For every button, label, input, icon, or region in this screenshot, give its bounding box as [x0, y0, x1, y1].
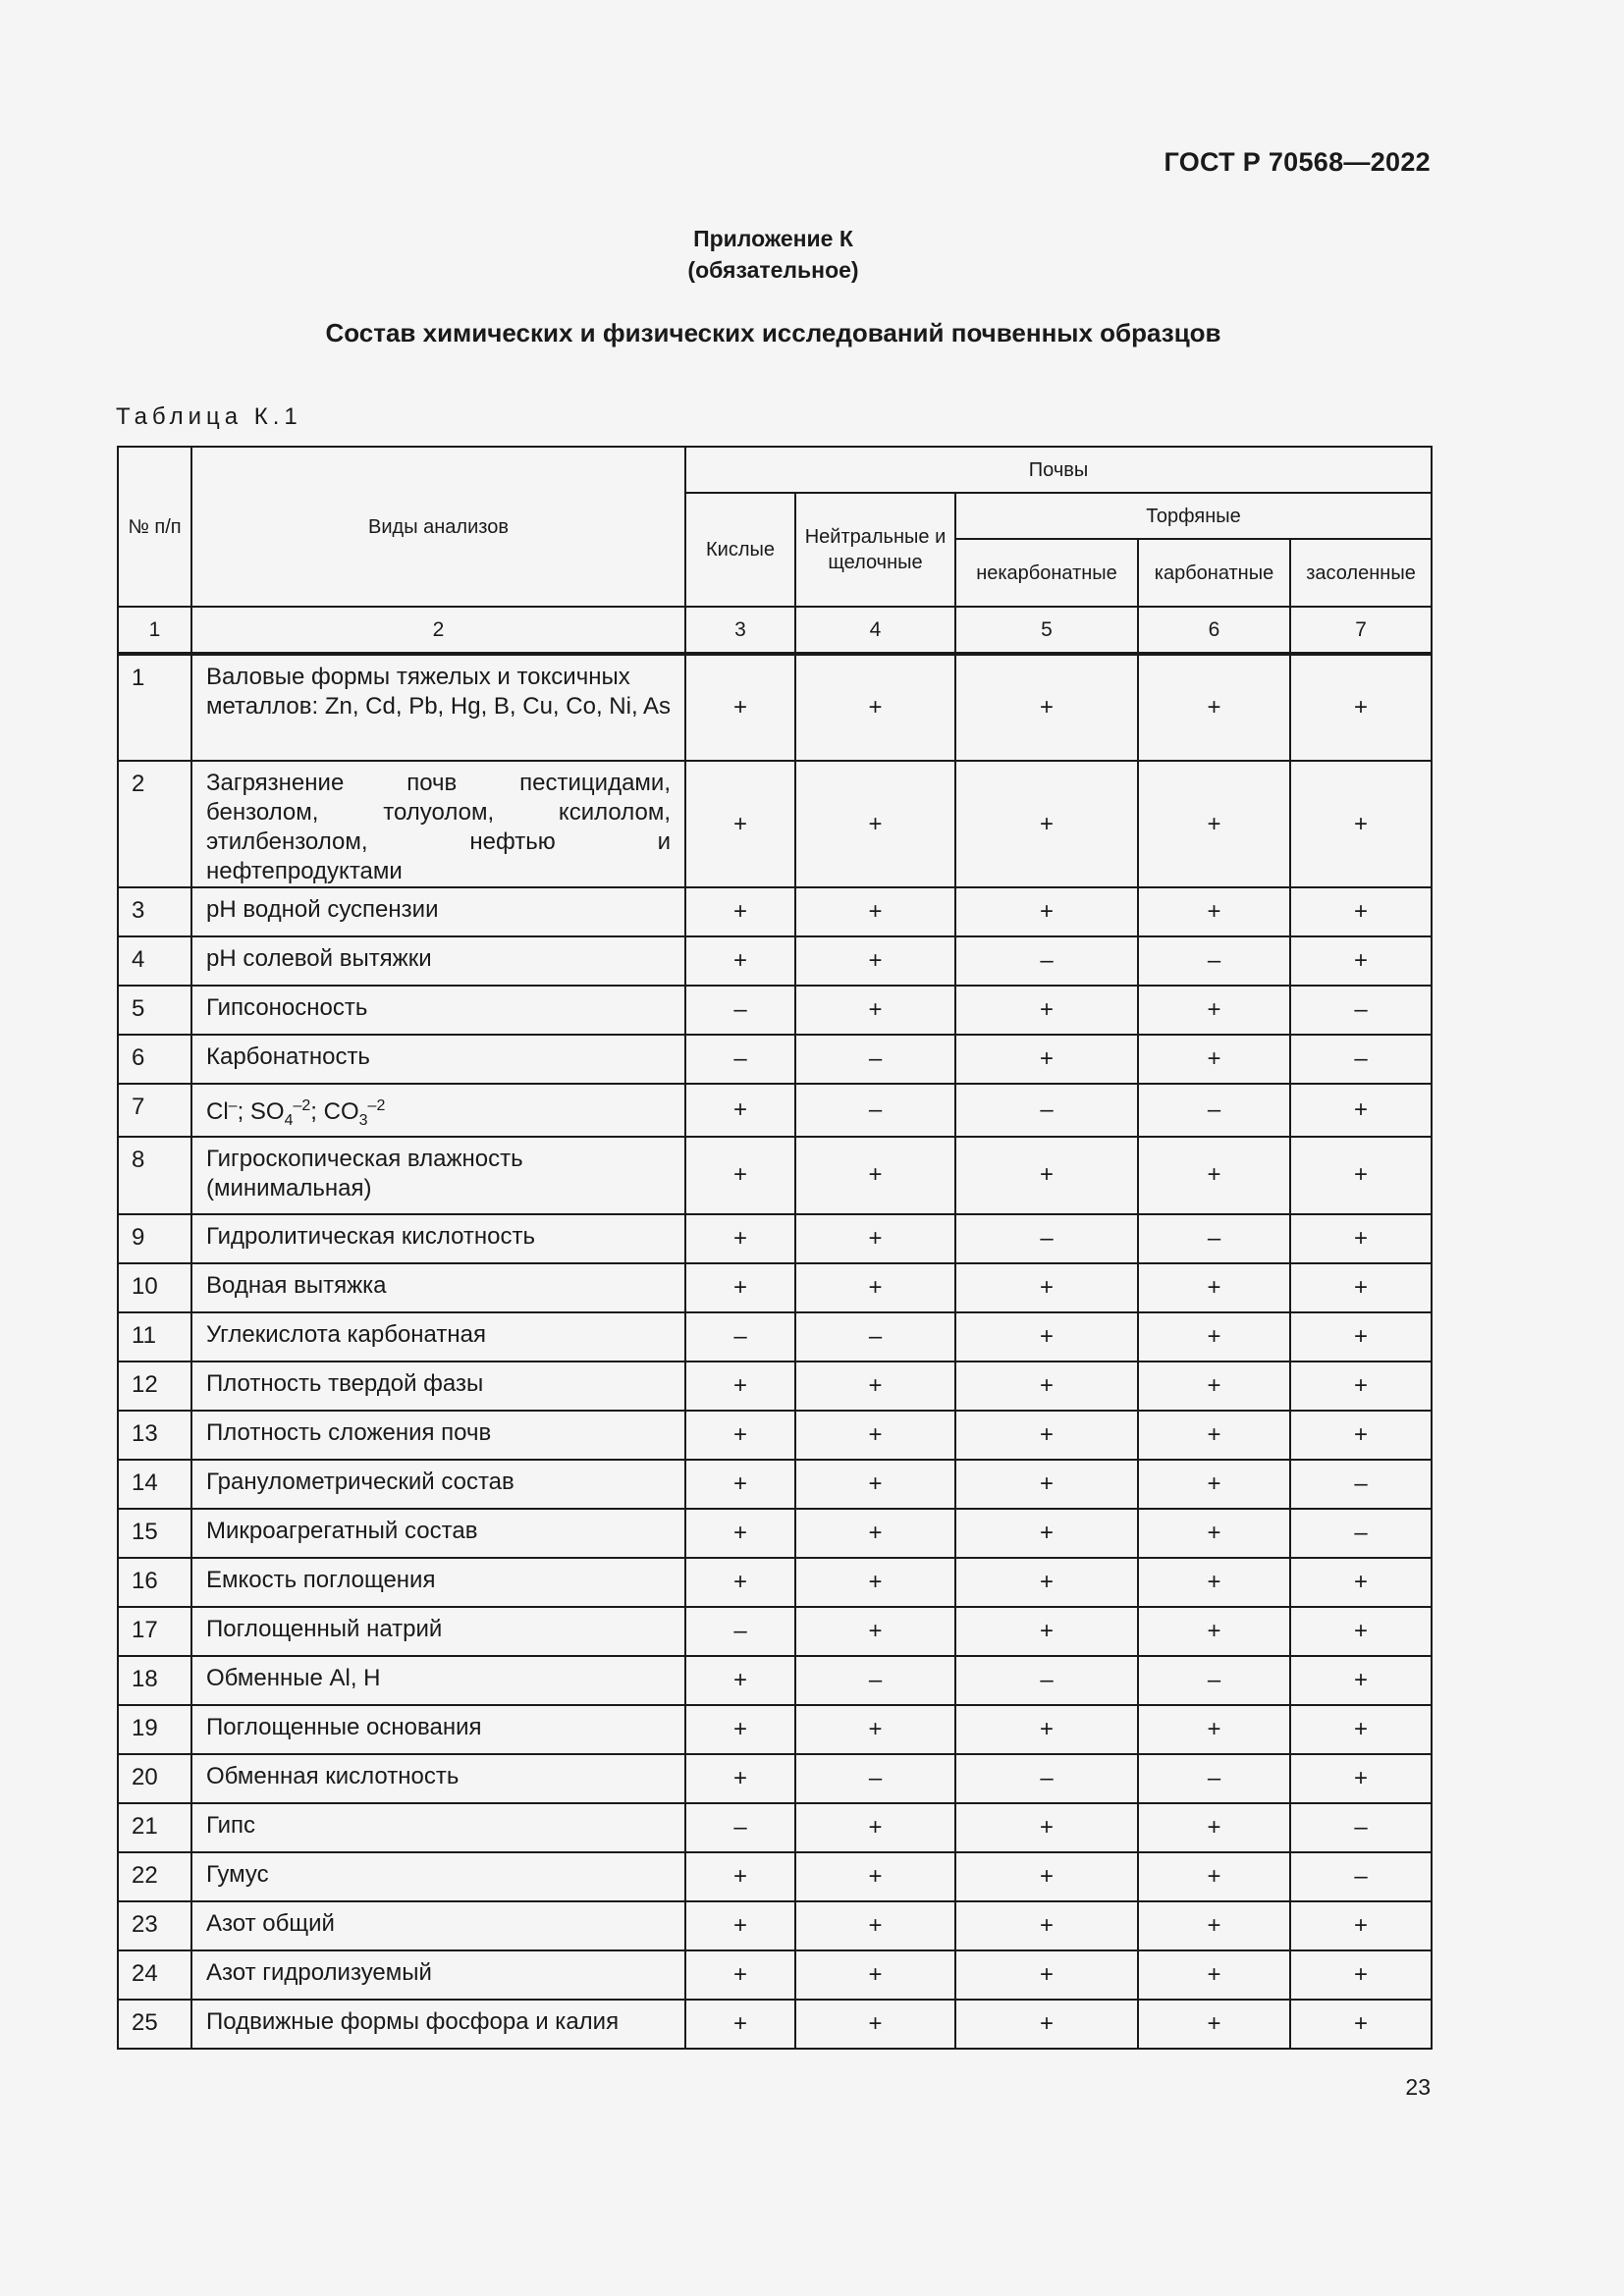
applicability-mark: +	[955, 1137, 1138, 1214]
row-number: 22	[118, 1852, 191, 1901]
applicability-mark: +	[1290, 1656, 1432, 1705]
appendix-status: (обязательное)	[687, 257, 859, 283]
applicability-mark: +	[1138, 1803, 1290, 1852]
row-number: 1	[118, 654, 191, 761]
applicability-mark: +	[795, 761, 955, 887]
applicability-mark: +	[1290, 654, 1432, 761]
applicability-mark: –	[795, 1084, 955, 1137]
applicability-mark: +	[1138, 887, 1290, 936]
table-row	[118, 1137, 1432, 1214]
applicability-mark: +	[1290, 1607, 1432, 1656]
applicability-mark: +	[1290, 1558, 1432, 1607]
table-caption: Таблица К.1	[116, 403, 302, 430]
analysis-name: Обменные Al, H	[191, 1656, 685, 1705]
applicability-mark: +	[795, 986, 955, 1035]
row-number: 4	[118, 936, 191, 986]
applicability-mark: –	[955, 936, 1138, 986]
analysis-name: Гипсоносность	[191, 986, 685, 1035]
applicability-mark: +	[1290, 1411, 1432, 1460]
applicability-mark: +	[955, 986, 1138, 1035]
analysis-name: Подвижные формы фосфора и калия	[191, 2000, 685, 2049]
applicability-mark: +	[1290, 1754, 1432, 1803]
applicability-mark: +	[795, 1137, 955, 1214]
header-col-saline: засоленные	[1290, 539, 1432, 607]
applicability-mark: –	[685, 1312, 795, 1362]
applicability-mark: –	[685, 986, 795, 1035]
table-row	[118, 1558, 1432, 1607]
applicability-mark: +	[685, 2000, 795, 2049]
analysis-name: Обменная кислотность	[191, 1754, 685, 1803]
row-number: 18	[118, 1656, 191, 1705]
applicability-mark: –	[795, 1312, 955, 1362]
table-row	[118, 1509, 1432, 1558]
applicability-mark: +	[955, 1852, 1138, 1901]
header-col-carbonate: карбонатные	[1138, 539, 1290, 607]
applicability-mark: +	[685, 1950, 795, 2000]
column-number: 5	[955, 607, 1138, 654]
applicability-mark: +	[1138, 986, 1290, 1035]
applicability-mark: +	[685, 1656, 795, 1705]
row-number: 10	[118, 1263, 191, 1312]
formula-part: –2	[293, 1097, 311, 1114]
applicability-mark: +	[1138, 1607, 1290, 1656]
analysis-name	[191, 1084, 685, 1137]
row-number: 9	[118, 1214, 191, 1263]
header-col-number: № п/п	[118, 447, 191, 607]
applicability-mark: +	[955, 1035, 1138, 1084]
row-number: 14	[118, 1460, 191, 1509]
table-row	[118, 1656, 1432, 1705]
applicability-mark: +	[1138, 1035, 1290, 1084]
applicability-mark: –	[795, 1035, 955, 1084]
analysis-table	[117, 446, 1433, 2050]
table-row	[118, 936, 1432, 986]
applicability-mark: +	[1138, 1137, 1290, 1214]
formula-part: –	[228, 1097, 238, 1114]
applicability-mark: –	[955, 1084, 1138, 1137]
applicability-mark: +	[1290, 1137, 1432, 1214]
analysis-name: Поглощенный натрий	[191, 1607, 685, 1656]
table-row	[118, 1263, 1432, 1312]
table-row	[118, 1705, 1432, 1754]
header-group-soils: Почвы	[685, 447, 1432, 493]
analysis-name: Углекислота карбонатная	[191, 1312, 685, 1362]
row-number: 25	[118, 2000, 191, 2049]
applicability-mark: +	[685, 1460, 795, 1509]
applicability-mark: +	[685, 1558, 795, 1607]
applicability-mark: +	[685, 887, 795, 936]
table-row	[118, 1607, 1432, 1656]
appendix-title: Приложение К	[693, 226, 853, 251]
header-group-peat: Торфяные	[955, 493, 1432, 539]
analysis-name: Гумус	[191, 1852, 685, 1901]
applicability-mark: –	[685, 1035, 795, 1084]
applicability-mark: +	[685, 1852, 795, 1901]
applicability-mark: +	[685, 761, 795, 887]
applicability-mark: +	[955, 1411, 1138, 1460]
column-number: 7	[1290, 607, 1432, 654]
applicability-mark: +	[1290, 761, 1432, 887]
applicability-mark: +	[685, 1362, 795, 1411]
applicability-mark: +	[955, 1607, 1138, 1656]
applicability-mark: +	[685, 1754, 795, 1803]
applicability-mark: +	[795, 1460, 955, 1509]
formula-part: –2	[367, 1097, 386, 1114]
formula-part: Cl	[206, 1098, 229, 1125]
applicability-mark: +	[685, 1901, 795, 1950]
formula-part: ; SO	[237, 1098, 285, 1125]
header-col-analysis: Виды анализов	[191, 447, 685, 607]
table-row	[118, 1312, 1432, 1362]
applicability-mark: +	[685, 936, 795, 986]
row-number: 5	[118, 986, 191, 1035]
applicability-mark: +	[685, 1084, 795, 1137]
applicability-mark: +	[1290, 1084, 1432, 1137]
table-row	[118, 654, 1432, 761]
column-number: 6	[1138, 607, 1290, 654]
applicability-mark: –	[1290, 1803, 1432, 1852]
applicability-mark: –	[1138, 1754, 1290, 1803]
applicability-mark: –	[795, 1656, 955, 1705]
applicability-mark: –	[1138, 1084, 1290, 1137]
applicability-mark: +	[955, 1362, 1138, 1411]
applicability-mark: +	[795, 1263, 955, 1312]
applicability-mark: +	[1138, 1263, 1290, 1312]
applicability-mark: +	[1138, 1460, 1290, 1509]
applicability-mark: +	[1138, 1852, 1290, 1901]
row-number: 3	[118, 887, 191, 936]
row-number: 11	[118, 1312, 191, 1362]
analysis-name: pH водной суспензии	[191, 887, 685, 936]
applicability-mark: +	[1290, 1705, 1432, 1754]
applicability-mark: +	[1138, 1362, 1290, 1411]
applicability-mark: +	[1138, 1901, 1290, 1950]
table-row	[118, 761, 1432, 887]
applicability-mark: –	[685, 1803, 795, 1852]
table-row	[118, 1754, 1432, 1803]
applicability-mark: –	[795, 1754, 955, 1803]
applicability-mark: +	[1138, 1950, 1290, 2000]
applicability-mark: +	[685, 1509, 795, 1558]
applicability-mark: +	[955, 654, 1138, 761]
applicability-mark: +	[1138, 1558, 1290, 1607]
applicability-mark: +	[685, 1214, 795, 1263]
row-number: 12	[118, 1362, 191, 1411]
table-row	[118, 2000, 1432, 2049]
formula-part: 3	[358, 1111, 368, 1129]
table-row	[118, 887, 1432, 936]
applicability-mark: +	[1290, 936, 1432, 986]
page-title: Состав химических и физических исследований почвенных образцов	[325, 318, 1221, 347]
applicability-mark: +	[955, 761, 1138, 887]
analysis-name: Емкость поглощения	[191, 1558, 685, 1607]
analysis-name: Гидролитическая кислотность	[191, 1214, 685, 1263]
applicability-mark: +	[955, 887, 1138, 936]
row-number: 17	[118, 1607, 191, 1656]
applicability-mark: +	[685, 1411, 795, 1460]
analysis-name: Гипс	[191, 1803, 685, 1852]
analysis-name: Гранулометрический состав	[191, 1460, 685, 1509]
applicability-mark: +	[685, 1137, 795, 1214]
standard-number: ГОСТ Р 70568—2022	[1164, 147, 1431, 177]
applicability-mark: +	[955, 1263, 1138, 1312]
applicability-mark: –	[1290, 1035, 1432, 1084]
applicability-mark: +	[685, 1705, 795, 1754]
analysis-name: Загрязнение почв пестицидами, бензолом, толуолом, ксилолом, этилбензолом, нефтью и нефтепродуктами	[191, 761, 685, 887]
applicability-mark: –	[1290, 986, 1432, 1035]
column-number: 3	[685, 607, 795, 654]
page-number: 23	[1405, 2074, 1431, 2100]
applicability-mark: +	[795, 1411, 955, 1460]
applicability-mark: +	[1290, 1263, 1432, 1312]
analysis-name: Гигроскопическая влажность (минимальная)	[191, 1137, 685, 1214]
applicability-mark: +	[795, 1558, 955, 1607]
table-row	[118, 1803, 1432, 1852]
applicability-mark: +	[955, 1509, 1138, 1558]
row-number: 24	[118, 1950, 191, 2000]
applicability-mark: +	[795, 1852, 955, 1901]
applicability-mark: –	[955, 1754, 1138, 1803]
applicability-mark: +	[1138, 654, 1290, 761]
table-row	[118, 986, 1432, 1035]
applicability-mark: +	[795, 936, 955, 986]
applicability-mark: +	[955, 1558, 1138, 1607]
row-number: 15	[118, 1509, 191, 1558]
table-row	[118, 1411, 1432, 1460]
applicability-mark: +	[795, 1901, 955, 1950]
table-row	[118, 1950, 1432, 2000]
table-row	[118, 1852, 1432, 1901]
analysis-name: pH солевой вытяжки	[191, 936, 685, 986]
row-number: 13	[118, 1411, 191, 1460]
applicability-mark: –	[1290, 1460, 1432, 1509]
applicability-mark: +	[955, 1312, 1138, 1362]
table-row	[118, 1362, 1432, 1411]
applicability-mark: +	[795, 1362, 955, 1411]
applicability-mark: +	[1290, 1362, 1432, 1411]
row-number: 7	[118, 1084, 191, 1137]
analysis-name: Микроагрегатный состав	[191, 1509, 685, 1558]
applicability-mark: +	[795, 1607, 955, 1656]
applicability-mark: –	[1290, 1509, 1432, 1558]
analysis-name: Карбонатность	[191, 1035, 685, 1084]
table-row	[118, 1901, 1432, 1950]
applicability-mark: +	[1290, 1950, 1432, 2000]
applicability-mark: +	[795, 1803, 955, 1852]
applicability-mark: +	[1290, 1312, 1432, 1362]
row-number: 2	[118, 761, 191, 887]
applicability-mark: –	[1138, 1656, 1290, 1705]
applicability-mark: +	[795, 1705, 955, 1754]
applicability-mark: +	[1290, 2000, 1432, 2049]
applicability-mark: +	[1138, 1312, 1290, 1362]
analysis-name: Водная вытяжка	[191, 1263, 685, 1312]
applicability-mark: –	[955, 1656, 1138, 1705]
applicability-mark: +	[1290, 887, 1432, 936]
header-col-acid: Кислые	[685, 493, 795, 607]
analysis-name: Поглощенные основания	[191, 1705, 685, 1754]
applicability-mark: +	[685, 1263, 795, 1312]
applicability-mark: +	[1138, 1509, 1290, 1558]
row-number: 21	[118, 1803, 191, 1852]
row-number: 16	[118, 1558, 191, 1607]
header-col-neutral: Нейтральные и щелочные	[795, 493, 955, 607]
row-number: 6	[118, 1035, 191, 1084]
applicability-mark: +	[1290, 1214, 1432, 1263]
analysis-name: Азот общий	[191, 1901, 685, 1950]
row-number: 19	[118, 1705, 191, 1754]
table-row	[118, 1035, 1432, 1084]
applicability-mark: –	[685, 1607, 795, 1656]
analysis-name: Плотность сложения почв	[191, 1411, 685, 1460]
column-number-row	[118, 607, 1432, 654]
column-number: 2	[191, 607, 685, 654]
applicability-mark: +	[795, 1950, 955, 2000]
applicability-mark: +	[685, 654, 795, 761]
table-header	[118, 447, 1432, 607]
applicability-mark: +	[955, 2000, 1138, 2049]
formula-part: ; CO	[310, 1098, 359, 1125]
table-row	[118, 1084, 1432, 1137]
row-number: 23	[118, 1901, 191, 1950]
formula-part: 4	[284, 1111, 294, 1129]
applicability-mark: +	[1138, 1411, 1290, 1460]
header-col-noncarbonate: некарбонатные	[955, 539, 1138, 607]
row-number: 20	[118, 1754, 191, 1803]
table-row	[118, 1214, 1432, 1263]
column-number: 4	[795, 607, 955, 654]
applicability-mark: +	[955, 1950, 1138, 2000]
applicability-mark: +	[1138, 761, 1290, 887]
analysis-name: Плотность твердой фазы	[191, 1362, 685, 1411]
applicability-mark: +	[795, 1214, 955, 1263]
applicability-mark: +	[1138, 2000, 1290, 2049]
applicability-mark: +	[1138, 1705, 1290, 1754]
applicability-mark: +	[955, 1460, 1138, 1509]
table-body	[118, 654, 1432, 2049]
applicability-mark: –	[1138, 936, 1290, 986]
applicability-mark: +	[795, 654, 955, 761]
table-row	[118, 1460, 1432, 1509]
applicability-mark: –	[1138, 1214, 1290, 1263]
row-number: 8	[118, 1137, 191, 1214]
applicability-mark: +	[955, 1901, 1138, 1950]
analysis-name: Валовые формы тяжелых и токсичных металлов: Zn, Cd, Pb, Hg, B, Cu, Co, Ni, As	[191, 654, 685, 761]
analysis-name: Азот гидролизуемый	[191, 1950, 685, 2000]
column-number: 1	[118, 607, 191, 654]
applicability-mark: +	[955, 1803, 1138, 1852]
applicability-mark: +	[795, 2000, 955, 2049]
applicability-mark: +	[795, 887, 955, 936]
applicability-mark: –	[955, 1214, 1138, 1263]
applicability-mark: +	[795, 1509, 955, 1558]
applicability-mark: –	[1290, 1852, 1432, 1901]
applicability-mark: +	[955, 1705, 1138, 1754]
applicability-mark: +	[1290, 1901, 1432, 1950]
